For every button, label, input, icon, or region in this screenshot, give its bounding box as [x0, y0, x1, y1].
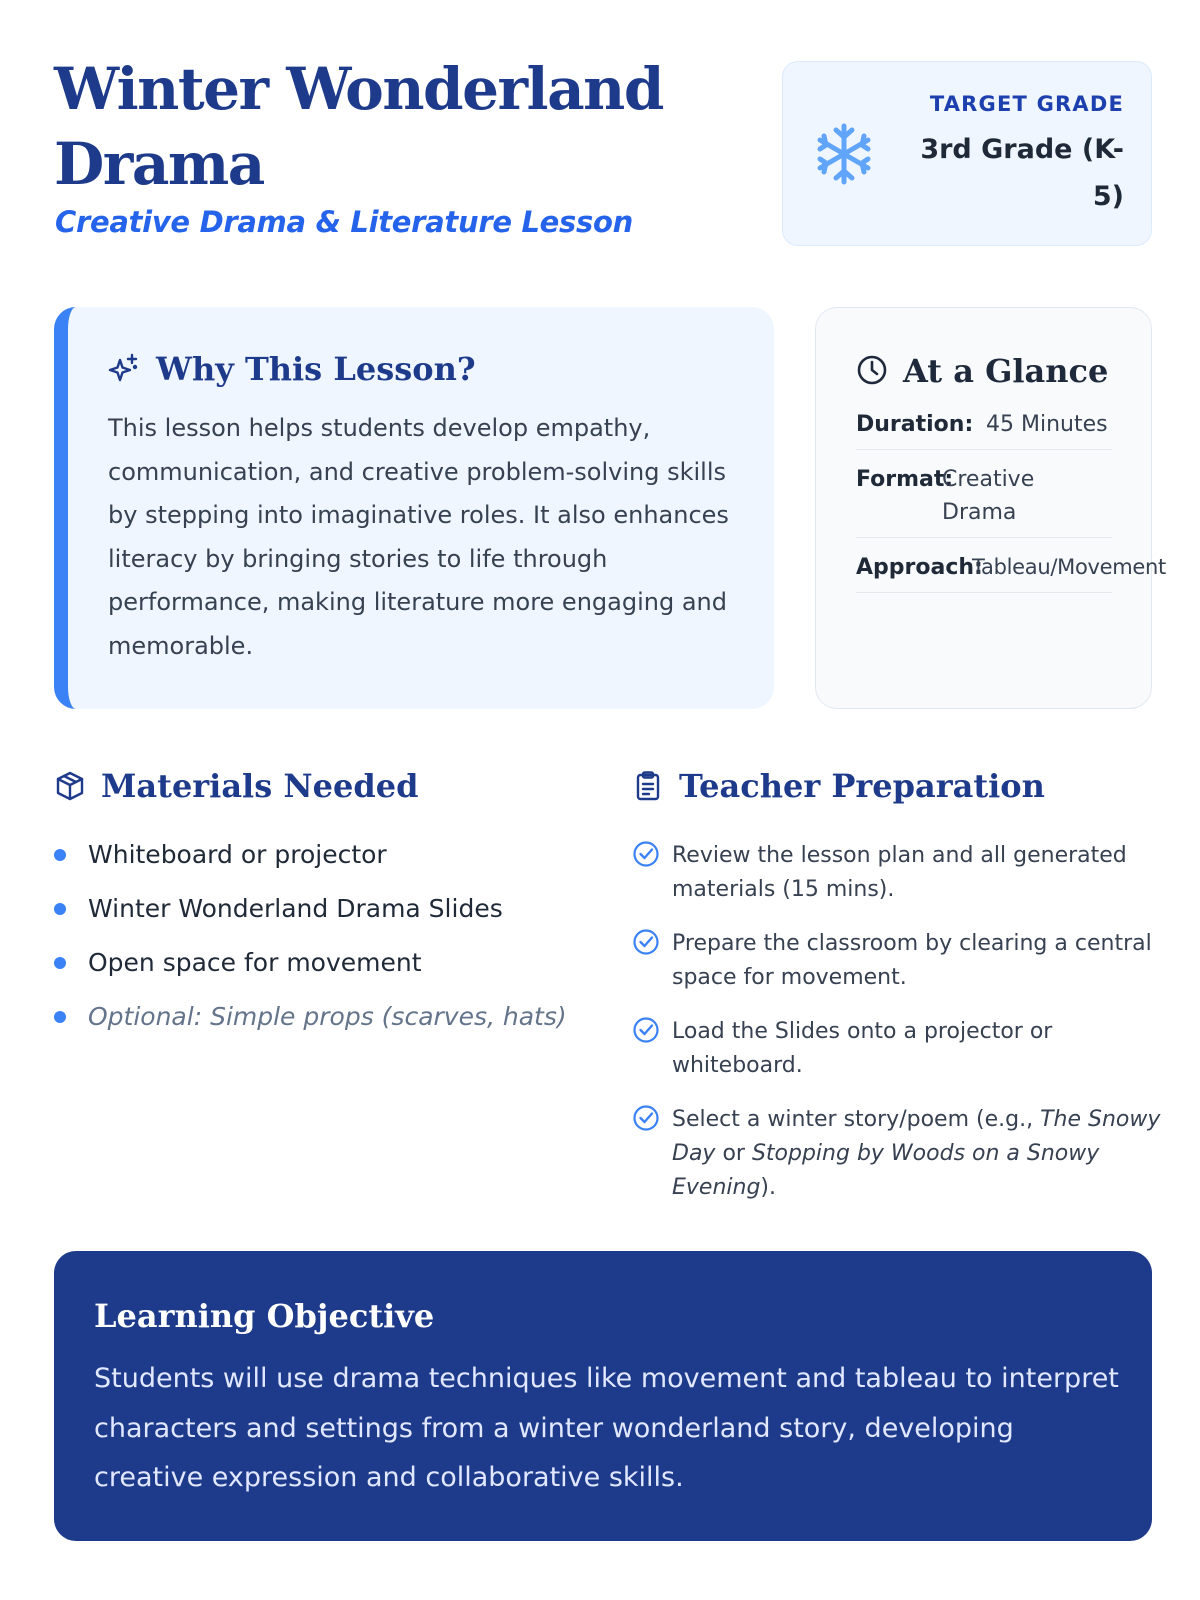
- prep-text-part: or: [715, 1141, 752, 1166]
- why-lesson-body: This lesson helps students develop empathy, communication, and creative problem-solving skills by stepping into imaginative roles. It also enhances literacy by bringing stories to life through performance, making literature more engaging and memorable.: [108, 414, 729, 660]
- bullet-icon: [54, 849, 66, 861]
- preparation-heading: Teacher Preparation: [679, 767, 1045, 805]
- bullet-icon: [54, 1011, 66, 1023]
- list-item: [54, 943, 594, 983]
- materials-heading: Materials Needed: [101, 767, 419, 805]
- clock-icon: [856, 354, 888, 386]
- why-lesson-heading: Why This Lesson?: [156, 350, 476, 388]
- prep-text-part: Select a winter story/poem (e.g.,: [672, 1107, 1041, 1132]
- preparation-item: [672, 1103, 1168, 1205]
- glance-divider: [856, 592, 1112, 593]
- check-circle-icon: [632, 840, 660, 868]
- approach-value: Tableau/Movement: [972, 555, 1166, 579]
- glance-divider: [856, 537, 1112, 538]
- box-icon: [54, 770, 86, 802]
- learning-objective-body: Students will use drama techniques like movement and tableau to interpret characters and settings from a winter wonderland story, developing creative expression and collaborative skills.: [94, 1363, 1119, 1493]
- target-grade-label: TARGET GRADE: [929, 92, 1124, 116]
- bullet-icon: [54, 903, 66, 915]
- list-item: [54, 997, 594, 1037]
- approach-label: Approach:: [856, 555, 983, 580]
- bullet-icon: [54, 957, 66, 969]
- material-text-optional: Optional: Simple props (scarves, hats): [88, 1002, 567, 1031]
- format-value: Creative Drama: [942, 467, 1035, 525]
- check-circle-icon: [632, 1104, 660, 1132]
- list-item: [54, 889, 594, 929]
- page-title: Winter Wonderland Drama: [54, 55, 663, 198]
- material-text: Whiteboard or projector: [88, 840, 387, 869]
- clipboard-icon: [632, 770, 664, 802]
- prep-text-part: ).: [760, 1175, 776, 1200]
- material-text: Winter Wonderland Drama Slides: [88, 894, 503, 923]
- learning-objective-heading: Learning Objective: [94, 1297, 435, 1335]
- poem-title-stopping-by-woods: Stopping by Woods on a Snowy Evening: [672, 1141, 1100, 1200]
- format-label: Format:: [856, 467, 954, 492]
- list-item: [54, 835, 594, 875]
- snowflake-icon: [812, 122, 876, 186]
- material-text: Open space for movement: [88, 948, 422, 977]
- sparkles-icon: [108, 352, 140, 384]
- preparation-item: Review the lesson plan and all generated materials (15 mins).: [672, 843, 1127, 902]
- check-circle-icon: [632, 1016, 660, 1044]
- duration-label: Duration:: [856, 412, 974, 437]
- glance-divider: [856, 449, 1112, 450]
- duration-value: 45 Minutes: [986, 412, 1108, 437]
- page-subtitle: Creative Drama & Literature Lesson: [55, 205, 633, 239]
- preparation-item: Prepare the classroom by clearing a central space for movement.: [672, 931, 1152, 990]
- check-circle-icon: [632, 928, 660, 956]
- book-title-snowy-day: The Snowy Day: [672, 1107, 1161, 1166]
- at-a-glance-heading: At a Glance: [903, 352, 1109, 390]
- target-grade-value: 3rd Grade (K-5): [920, 134, 1124, 212]
- preparation-item: Load the Slides onto a projector or whiteboard.: [672, 1019, 1053, 1078]
